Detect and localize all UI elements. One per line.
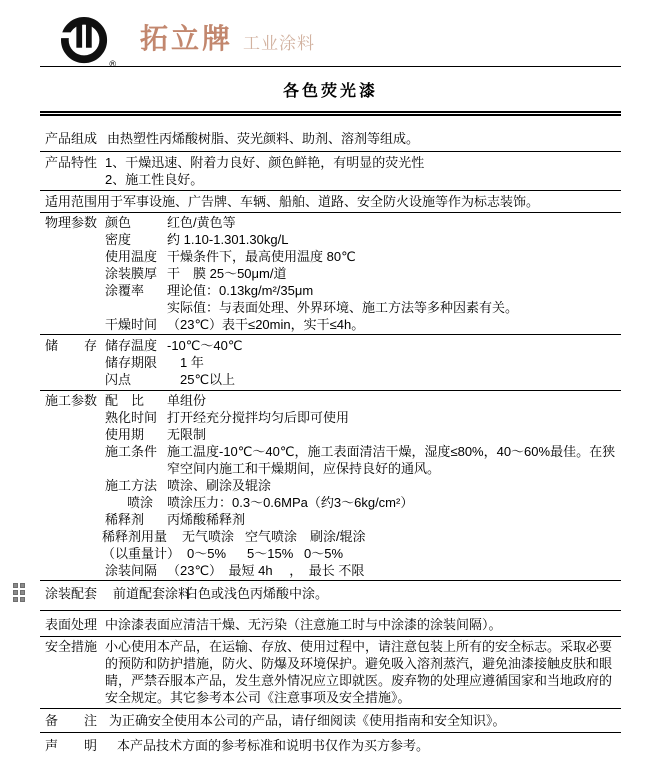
param-thinner xyxy=(97,511,621,528)
row-storage xyxy=(40,335,621,391)
param-name: 储存温度 xyxy=(105,338,158,353)
row-safety-measures xyxy=(40,637,621,709)
param-name: （以重量计） xyxy=(102,546,181,561)
row-label: 产品特性 xyxy=(45,155,98,170)
row-product-composition xyxy=(40,116,621,152)
param-value: 单组份 xyxy=(167,393,207,408)
param-name: 稀释剂用量 xyxy=(102,529,168,544)
param-name: 熟化时间 xyxy=(105,410,158,425)
param-name: 配 比 xyxy=(105,393,145,408)
param-name: 喷涂 xyxy=(127,495,154,510)
brand-name: 拓立牌 xyxy=(140,23,234,54)
param-value: 25℃以上 xyxy=(167,372,236,387)
param-construction-conditions xyxy=(97,443,621,477)
param-color xyxy=(97,214,621,231)
param-value: 丙烯酸稀释剂 xyxy=(167,512,246,527)
coverage-theoretical: 理论值：0.13kg/m²/35μm xyxy=(167,283,314,298)
param-value: 无限制 xyxy=(167,427,207,442)
row-surface-treatment xyxy=(40,611,621,637)
row-value: 由热塑性丙烯酸树脂、荧光颜料、助剂、溶剂等组成。 xyxy=(107,131,420,146)
thinner-col-airless-spray: 无气喷涂 xyxy=(182,529,235,544)
row-application-scope xyxy=(40,191,621,213)
header xyxy=(40,0,621,67)
row-label: 安全措施 xyxy=(45,639,98,654)
row-value: 中涂漆表面应清洁干燥、无污染（注意施工时与中涂漆的涂装间隔）。 xyxy=(105,617,502,632)
param-value: （23℃） 最短 4h ， 最长 不限 xyxy=(167,563,365,578)
param-value: 红色/黄色等 xyxy=(167,215,236,230)
brand-subtitle: 工业涂料 xyxy=(243,34,316,53)
coverage-actual: 实际值：与表面处理、外界环境、施工方法等多种因素有关。 xyxy=(167,300,519,315)
row-value: 用于军事设施、广告牌、车辆、船舶、道路、安全防火设施等作为标志装饰。 xyxy=(97,194,540,209)
param-value: 喷涂、刷涂及辊涂 xyxy=(167,478,272,493)
param-density xyxy=(97,231,621,248)
param-pot-life xyxy=(97,426,621,443)
param-coverage xyxy=(97,282,621,316)
param-name: 使用期 xyxy=(105,427,145,442)
row-physical-parameters xyxy=(40,213,621,335)
param-name: 使用温度 xyxy=(105,249,158,264)
param-value: 干燥条件下，最高使用温度 80℃ xyxy=(167,249,356,264)
brand-logo-icon xyxy=(60,17,116,69)
param-flash-point xyxy=(97,371,621,388)
param-construction-methods xyxy=(97,477,621,494)
param-name: 密度 xyxy=(105,232,132,247)
param-storage-period xyxy=(97,354,621,371)
param-service-temperature xyxy=(97,248,621,265)
title-row xyxy=(40,67,621,111)
param-value: 约 1.10-1.301.30kg/L xyxy=(167,232,289,247)
param-mix-ratio xyxy=(97,392,621,409)
param-value: （23℃）表干≤20min，实干≤4h。 xyxy=(167,317,365,332)
thinner-col-brush-roller: 刷涂/辊涂 xyxy=(310,529,366,544)
param-value: 施工温度-10℃～40℃，施工表面清洁干燥，湿度≤80%，40～60%最佳。在狭窄空间内施工和干燥期间，应保持良好的通风。 xyxy=(167,444,616,476)
param-name: 施工条件 xyxy=(105,444,158,459)
param-dry-time xyxy=(97,316,621,333)
row-label: 涂装配套 xyxy=(45,586,98,601)
row-label: 适用范围 xyxy=(45,194,98,209)
param-value: 白色或浅色丙烯酸中涂。 xyxy=(185,586,329,601)
row-construction-parameters xyxy=(40,391,621,581)
param-name: 前道配套涂料 xyxy=(113,586,192,601)
param-maturation-time xyxy=(97,409,621,426)
row-label: 声 明 xyxy=(45,738,98,753)
row-remark xyxy=(40,709,621,733)
param-name: 闪点 xyxy=(105,372,132,387)
thinner-value-air-spray: 5～15% xyxy=(247,546,294,561)
thinner-value-airless-spray: 0～5% xyxy=(187,546,227,561)
param-name: 干燥时间 xyxy=(105,317,158,332)
param-name: 储存期限 xyxy=(105,355,158,370)
row-value: 本产品技术方面的参考标准和说明书仅作为买方参考。 xyxy=(117,738,430,753)
param-film-thickness xyxy=(97,265,621,282)
row-coating-system xyxy=(40,581,621,611)
param-value: -10℃～40℃ xyxy=(167,338,243,353)
param-name: 涂覆率 xyxy=(105,283,145,298)
row-label: 储 存 xyxy=(45,338,98,353)
param-thinner-amount-values xyxy=(97,545,621,562)
registered-trademark-icon: ® xyxy=(109,59,116,69)
row-label: 物理参数 xyxy=(45,215,98,230)
thinner-value-brush-roller: 0～5% xyxy=(304,546,344,561)
feature-line-1: 1、干燥迅速、附着力良好、颜色鲜艳，有明显的荧光性 xyxy=(105,155,425,170)
datasheet-page xyxy=(40,0,621,758)
row-label: 施工参数 xyxy=(45,393,98,408)
param-recoat-interval xyxy=(97,562,621,579)
feature-line-2: 2、施工性良好。 xyxy=(105,172,204,187)
row-statement xyxy=(40,733,621,758)
param-value: 干 膜 25～50μm/道 xyxy=(167,266,287,281)
param-value: 打开经充分搅拌均匀后即可使用 xyxy=(167,410,350,425)
param-value: 喷涂压力：0.3～0.6MPa（约3～6kg/cm²） xyxy=(167,495,414,510)
row-label: 表面处理 xyxy=(45,617,98,632)
param-spray xyxy=(97,494,621,511)
row-value: 小心使用本产品，在运输、存放、使用过程中，请注意包装上所有的安全标志。采取必要的预防和防护措施，防火、防爆及环境保护。避免吸入溶剂蒸汽，避免油漆接触皮肤和眼睛，严禁吞服本产品，发生意外情况应立即就医。废弃物的处理应遵循国家和当地政府的安全规定。其它参考本公司《注意事项及安全措施》。 xyxy=(105,639,613,705)
row-product-features xyxy=(40,152,621,191)
row-label: 产品组成 xyxy=(45,131,98,146)
drag-handle-dots-icon xyxy=(13,583,27,602)
param-name: 施工方法 xyxy=(105,478,158,493)
param-name: 涂装膜厚 xyxy=(105,266,158,281)
param-previous-coat xyxy=(97,585,621,602)
param-name: 颜色 xyxy=(105,215,132,230)
param-storage-temperature xyxy=(97,337,621,354)
param-name: 涂装间隔 xyxy=(105,563,158,578)
thinner-col-air-spray: 空气喷涂 xyxy=(245,529,298,544)
page-title: 各色荧光漆 xyxy=(282,83,378,100)
param-name: 稀释剂 xyxy=(105,512,145,527)
row-value: 为正确安全使用本公司的产品，请仔细阅读《使用指南和安全知识》。 xyxy=(109,713,506,728)
param-thinner-amount-header xyxy=(97,528,621,545)
param-value: 1 年 xyxy=(167,355,204,370)
row-label: 备 注 xyxy=(45,713,98,728)
